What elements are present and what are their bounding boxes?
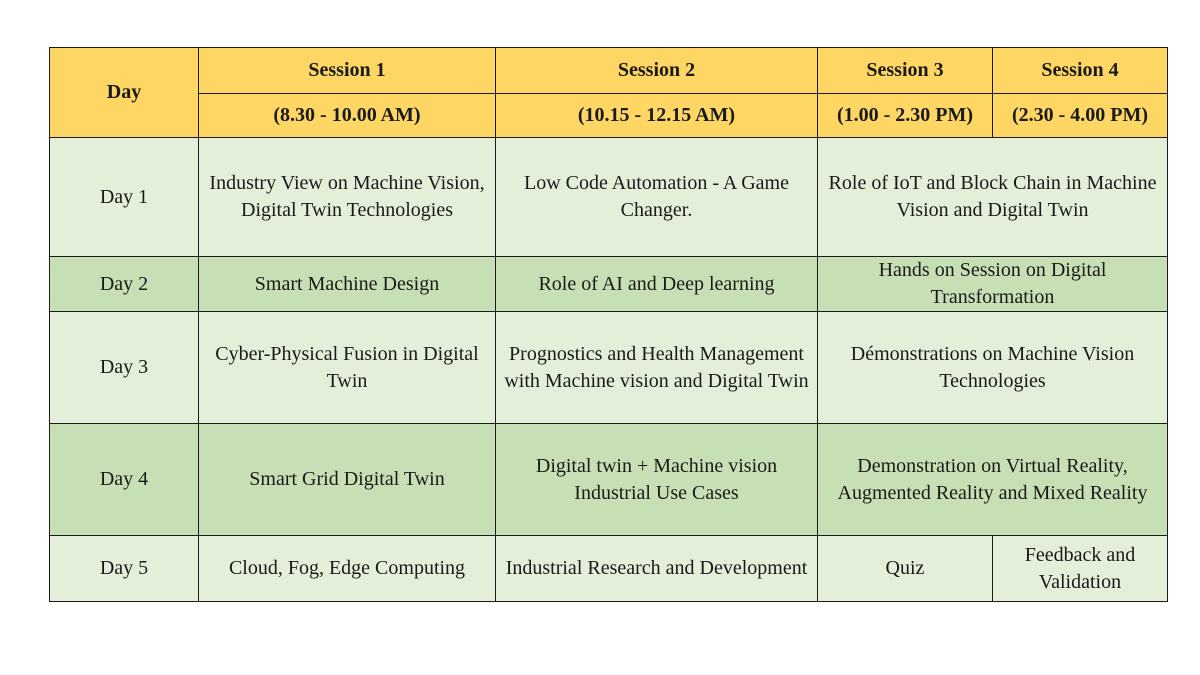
header-session-1-time: (8.30 - 10.00 AM) — [199, 94, 496, 138]
session-2-cell: Role of AI and Deep learning — [496, 257, 818, 312]
table-row-day-5 — [50, 536, 1168, 602]
header-session-2-title: Session 2 — [496, 48, 818, 94]
header-session-4-title: Session 4 — [993, 48, 1168, 94]
session-1-cell: Cyber-Physical Fusion in Digital Twin — [199, 312, 496, 424]
session-1-cell: Smart Machine Design — [199, 257, 496, 312]
session-1-cell: Smart Grid Digital Twin — [199, 424, 496, 536]
table-row-day-1 — [50, 138, 1168, 257]
header-row-titles — [50, 48, 1168, 94]
session-2-cell: Prognostics and Health Management with Machine vision and Digital Twin — [496, 312, 818, 424]
session-3-4-cell: Role of IoT and Block Chain in Machine Vision and Digital Twin — [818, 138, 1168, 257]
session-2-cell: Digital twin + Machine vision Industrial Use Cases — [496, 424, 818, 536]
day-cell: Day 2 — [50, 257, 199, 312]
header-session-4-time: (2.30 - 4.00 PM) — [993, 94, 1168, 138]
header-day: Day — [50, 48, 199, 138]
day-cell: Day 5 — [50, 536, 199, 602]
session-1-cell: Industry View on Machine Vision, Digital Twin Technologies — [199, 138, 496, 257]
header-session-3-time: (1.00 - 2.30 PM) — [818, 94, 993, 138]
session-4-cell: Feedback and Validation — [993, 536, 1168, 602]
session-2-cell: Industrial Research and Development — [496, 536, 818, 602]
session-3-4-cell: Demonstration on Virtual Reality, Augmented Reality and Mixed Reality — [818, 424, 1168, 536]
table-row-day-2 — [50, 257, 1168, 312]
session-1-cell: Cloud, Fog, Edge Computing — [199, 536, 496, 602]
header-session-2-time: (10.15 - 12.15 AM) — [496, 94, 818, 138]
day-cell: Day 1 — [50, 138, 199, 257]
header-session-1-title: Session 1 — [199, 48, 496, 94]
session-2-cell: Low Code Automation - A Game Changer. — [496, 138, 818, 257]
table-row-day-3 — [50, 312, 1168, 424]
session-3-cell: Quiz — [818, 536, 993, 602]
session-3-4-cell: Démonstrations on Machine Vision Technologies — [818, 312, 1168, 424]
header-row-times — [50, 94, 1168, 138]
day-cell: Day 3 — [50, 312, 199, 424]
table-row-day-4 — [50, 424, 1168, 536]
header-session-3-title: Session 3 — [818, 48, 993, 94]
schedule-table — [49, 47, 1168, 602]
session-3-4-cell: Hands on Session on Digital Transformation — [818, 257, 1168, 312]
day-cell: Day 4 — [50, 424, 199, 536]
